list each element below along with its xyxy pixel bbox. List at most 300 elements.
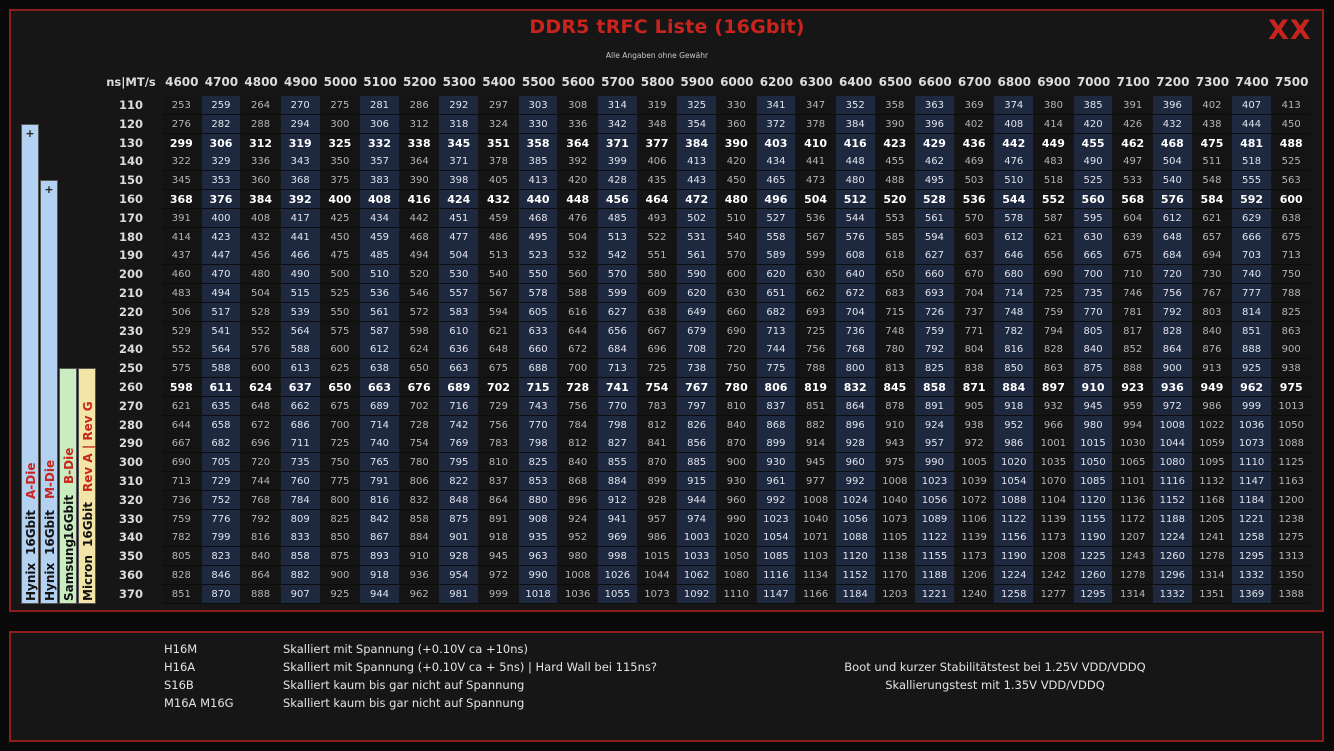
table-cell: 504: [241, 284, 280, 303]
row-ns-label: 280: [118, 417, 143, 432]
table-cell: 980: [1074, 416, 1113, 435]
table-cell: 595: [1074, 209, 1113, 228]
table-cell: 896: [836, 416, 875, 435]
table-cell: 780: [717, 378, 756, 397]
table-cell: 536: [955, 190, 994, 209]
table-cell: 713: [162, 472, 201, 491]
table-cell: 1013: [1272, 397, 1311, 416]
table-cell: 878: [876, 397, 915, 416]
table-cell: 1122: [994, 510, 1033, 529]
table-cell: 882: [281, 566, 320, 585]
table-cell: 1258: [994, 585, 1033, 604]
table-cell: 1200: [1272, 491, 1311, 510]
table-cell: 928: [638, 491, 677, 510]
table-cell: 1314: [1113, 585, 1152, 604]
table-cell: 825: [1272, 303, 1311, 322]
table-cell: 567: [479, 284, 518, 303]
table-cell: 788: [796, 359, 835, 378]
table-cell: 604: [1113, 209, 1152, 228]
table-cell: 633: [519, 322, 558, 341]
table-cell: 744: [757, 340, 796, 359]
table-cell: 490: [281, 265, 320, 284]
table-cell: 1238: [1272, 510, 1311, 529]
table-cell: 451: [439, 209, 478, 228]
table-cell: 870: [202, 585, 241, 604]
table-cell: 1332: [1232, 566, 1271, 585]
row-ns-label: 200: [118, 267, 143, 282]
table-cell: 494: [202, 284, 241, 303]
table-cell: 318: [439, 115, 478, 134]
table-cell: 957: [638, 510, 677, 529]
table-cell: 667: [638, 322, 677, 341]
table-cell: 660: [717, 303, 756, 322]
table-cell: 428: [598, 171, 637, 190]
table-cell: 756: [1153, 284, 1192, 303]
table-cell: 417: [281, 209, 320, 228]
table-cell: 426: [1113, 115, 1152, 134]
table-cell: 823: [202, 547, 241, 566]
table-cell: 612: [994, 228, 1033, 247]
table-cell: 1203: [876, 585, 915, 604]
table-cell: 414: [162, 228, 201, 247]
table-cell: 539: [281, 303, 320, 322]
table-cell: 312: [241, 134, 280, 153]
corner-label: ns|MT/s: [106, 75, 156, 89]
table-cell: 322: [162, 152, 201, 171]
plus-marker-icon: +: [44, 183, 54, 196]
table-cell: 390: [400, 171, 439, 190]
table-cell: 563: [1272, 171, 1311, 190]
table-cell: 432: [479, 190, 518, 209]
table-cell: 799: [202, 528, 241, 547]
table-cell: 649: [677, 303, 716, 322]
table-cell: 568: [1113, 190, 1152, 209]
table-cell: 908: [519, 510, 558, 529]
table-cell: 880: [519, 491, 558, 510]
table-cell: 918: [360, 566, 399, 585]
table-cell: 855: [598, 453, 637, 472]
table-cell: 913: [1193, 359, 1232, 378]
table-cell: 1138: [876, 547, 915, 566]
table-cell: 663: [439, 359, 478, 378]
table-cell: 1350: [1272, 566, 1311, 585]
table-cell: 1030: [1113, 434, 1152, 453]
table-cell: 696: [638, 340, 677, 359]
table-cell: 980: [558, 547, 597, 566]
table-cell: 810: [479, 453, 518, 472]
table-cell: 856: [677, 434, 716, 453]
table-cell: 319: [281, 134, 320, 153]
table-cell: 390: [876, 115, 915, 134]
table-cell: 842: [360, 510, 399, 529]
table-cell: 576: [1153, 190, 1192, 209]
row-ns-label: 170: [118, 210, 143, 225]
table-cell: 850: [321, 528, 360, 547]
table-cell: 1071: [796, 528, 835, 547]
table-cell: 369: [955, 96, 994, 115]
table-cell: 748: [994, 303, 1033, 322]
table-cell: 525: [1074, 171, 1113, 190]
table-cell: 468: [519, 209, 558, 228]
table-cell: 600: [241, 359, 280, 378]
table-cell: 578: [994, 209, 1033, 228]
table-cell: 490: [1074, 152, 1113, 171]
table-cell: 737: [955, 303, 994, 322]
table-cell: 658: [202, 416, 241, 435]
table-cell: 714: [994, 284, 1033, 303]
speed-header: 6800: [997, 75, 1031, 89]
table-cell: 792: [241, 510, 280, 529]
table-cell: 875: [1074, 359, 1113, 378]
table-cell: 405: [479, 171, 518, 190]
table-cell: 705: [202, 453, 241, 472]
table-cell: 945: [796, 453, 835, 472]
vendor-bar-hynix: [40, 180, 58, 604]
table-cell: 782: [994, 322, 1033, 341]
table-cell: 488: [876, 171, 915, 190]
table-cell: 1050: [1272, 416, 1311, 435]
speed-header: 5600: [561, 75, 595, 89]
table-cell: 281: [360, 96, 399, 115]
table-cell: 444: [1232, 115, 1271, 134]
speed-header: 6200: [759, 75, 794, 89]
table-cell: 1018: [519, 585, 558, 604]
table-cell: 819: [796, 378, 835, 397]
table-cell: 816: [994, 340, 1033, 359]
table-cell: 587: [360, 322, 399, 341]
table-cell: 398: [439, 171, 478, 190]
speed-header: 5500: [521, 75, 556, 89]
table-cell: 480: [836, 171, 875, 190]
table-cell: 542: [598, 246, 637, 265]
table-cell: 876: [1193, 340, 1232, 359]
table-cell: 436: [955, 134, 994, 153]
speed-header: 6500: [878, 75, 913, 89]
table-cell: 550: [321, 303, 360, 322]
table-cell: 472: [677, 190, 716, 209]
table-cell: 585: [876, 228, 915, 247]
table-cell: 900: [321, 566, 360, 585]
table-cell: 910: [876, 416, 915, 435]
table-cell: 710: [1113, 265, 1152, 284]
table-cell: 738: [677, 359, 716, 378]
table-cell: 392: [558, 152, 597, 171]
table-cell: 914: [796, 434, 835, 453]
table-cell: 672: [558, 340, 597, 359]
table-cell: 646: [994, 246, 1033, 265]
table-cell: 561: [677, 246, 716, 265]
table-cell: 259: [202, 96, 241, 115]
table-cell: 816: [241, 528, 280, 547]
row-ns-label: 260: [118, 380, 143, 394]
table-cell: 783: [479, 434, 518, 453]
table-cell: 998: [598, 547, 637, 566]
table-cell: 1296: [1153, 566, 1192, 585]
table-cell: 385: [1074, 96, 1113, 115]
table-cell: 1080: [1153, 453, 1192, 472]
table-cell: 702: [400, 397, 439, 416]
table-cell: 588: [202, 359, 241, 378]
table-cell: 527: [757, 209, 796, 228]
table-cell: 907: [281, 585, 320, 604]
table-cell: 1132: [1193, 472, 1232, 491]
row-ns-label: 310: [118, 474, 143, 488]
table-cell: 1241: [1193, 528, 1232, 547]
table-cell: 670: [955, 265, 994, 284]
table-cell: 783: [638, 397, 677, 416]
table-cell: 945: [479, 547, 518, 566]
table-cell: 851: [162, 585, 201, 604]
table-cell: 851: [796, 397, 835, 416]
table-cell: 448: [558, 190, 597, 209]
table-cell: 288: [241, 115, 280, 134]
table-cell: 402: [955, 115, 994, 134]
table-cell: 1072: [955, 491, 994, 510]
table-cell: 1005: [955, 453, 994, 472]
table-cell: 493: [638, 209, 677, 228]
table-cell: 1188: [915, 566, 954, 585]
table-cell: 1207: [1113, 528, 1152, 547]
table-cell: 495: [915, 171, 954, 190]
table-cell: 900: [1272, 340, 1311, 359]
table-cell: 672: [241, 416, 280, 435]
table-cell: 560: [1074, 190, 1113, 209]
table-cell: 1092: [677, 585, 716, 604]
row-ns-label: 300: [118, 455, 143, 470]
row-ns-label: 270: [118, 398, 143, 413]
table-cell: 530: [439, 265, 478, 284]
table-cell: 470: [202, 265, 241, 284]
note-chip: M16A M16G: [164, 696, 234, 710]
table-cell: 651: [757, 284, 796, 303]
table-cell: 803: [1193, 303, 1232, 322]
table-cell: 299: [162, 134, 201, 153]
table-cell: 848: [439, 491, 478, 510]
table-cell: 1163: [1272, 472, 1311, 491]
table-cell: 570: [717, 246, 756, 265]
table-cell: 476: [558, 209, 597, 228]
table-cell: 962: [1232, 378, 1271, 397]
table-cell: 360: [717, 115, 756, 134]
table-cell: 752: [202, 491, 241, 510]
speed-header: 5800: [640, 75, 675, 89]
table-cell: 282: [202, 115, 241, 134]
table-cell: 769: [439, 434, 478, 453]
table-cell: 342: [598, 115, 637, 134]
table-cell: 1313: [1272, 547, 1311, 566]
table-cell: 358: [876, 96, 915, 115]
table-cell: 735: [281, 453, 320, 472]
table-cell: 443: [677, 171, 716, 190]
table-cell: 675: [1272, 228, 1311, 247]
table-cell: 536: [360, 284, 399, 303]
table-cell: 961: [757, 472, 796, 491]
table-cell: 1152: [1153, 491, 1192, 510]
row-ns-label: 350: [118, 549, 143, 564]
table-cell: 1008: [796, 491, 835, 510]
table-cell: 420: [558, 171, 597, 190]
speed-header: 7200: [1156, 75, 1190, 89]
table-cell: 977: [796, 472, 835, 491]
page-title: DDR5 tRFC Liste (16Gbit): [529, 16, 805, 38]
table-cell: 864: [836, 397, 875, 416]
table-cell: 522: [638, 228, 677, 247]
table-cell: 700: [1074, 265, 1113, 284]
table-cell: 743: [519, 397, 558, 416]
table-cell: 660: [519, 340, 558, 359]
table-cell: 690: [1034, 265, 1073, 284]
table-cell: 384: [677, 134, 716, 153]
table-cell: 383: [360, 171, 399, 190]
table-cell: 616: [558, 303, 597, 322]
table-cell: 840: [1193, 322, 1232, 341]
speed-header: 5300: [442, 75, 476, 89]
table-cell: 1156: [994, 528, 1033, 547]
table-cell: 330: [717, 96, 756, 115]
table-cell: 986: [1193, 397, 1232, 416]
table-cell: 441: [796, 152, 835, 171]
table-cell: 332: [360, 134, 399, 153]
table-cell: 544: [994, 190, 1033, 209]
table-cell: 1024: [836, 491, 875, 510]
table-cell: 512: [836, 190, 875, 209]
table-cell: 800: [321, 491, 360, 510]
table-cell: 1040: [796, 510, 835, 529]
table-cell: 693: [796, 303, 835, 322]
table-cell: 438: [1193, 115, 1232, 134]
table-cell: 368: [281, 171, 320, 190]
table-cell: 564: [202, 340, 241, 359]
table-cell: 1295: [1074, 585, 1113, 604]
table-cell: 343: [281, 152, 320, 171]
table-cell: 368: [162, 190, 201, 209]
table-cell: 896: [558, 491, 597, 510]
table-cell: 1105: [876, 528, 915, 547]
table-cell: 932: [1034, 397, 1073, 416]
table-cell: 400: [321, 190, 360, 209]
table-cell: 564: [281, 322, 320, 341]
table-cell: 990: [717, 510, 756, 529]
table-cell: 952: [558, 528, 597, 547]
table-cell: 608: [836, 246, 875, 265]
table-cell: 795: [439, 453, 478, 472]
speed-header: 6400: [838, 75, 873, 89]
table-cell: 578: [519, 284, 558, 303]
table-cell: 557: [439, 284, 478, 303]
speed-header: 6700: [957, 75, 992, 89]
table-cell: 900: [1153, 359, 1192, 378]
table-cell: 1022: [1193, 416, 1232, 435]
row-ns-label: 190: [118, 248, 143, 263]
table-cell: 972: [1153, 397, 1192, 416]
table-cell: 974: [677, 510, 716, 529]
table-cell: 1173: [1034, 528, 1073, 547]
table-cell: 531: [677, 228, 716, 247]
table-cell: 875: [439, 510, 478, 529]
table-cell: 1036: [558, 585, 597, 604]
table-cell: 420: [717, 152, 756, 171]
table-cell: 938: [955, 416, 994, 435]
table-cell: 1085: [1074, 472, 1113, 491]
table-cell: 746: [1113, 284, 1152, 303]
table-cell: 864: [1153, 340, 1192, 359]
table-cell: 850: [994, 359, 1033, 378]
table-cell: 672: [836, 284, 875, 303]
table-cell: 1056: [915, 491, 954, 510]
row-ns-label: 210: [118, 286, 143, 300]
table-cell: 1295: [1232, 547, 1271, 566]
table-cell: 594: [915, 228, 954, 247]
row-ns-label: 340: [118, 530, 143, 545]
table-cell: 689: [360, 397, 399, 416]
vendor-name-label: Hynix: [43, 562, 57, 601]
table-cell: 570: [598, 265, 637, 284]
table-cell: 675: [479, 359, 518, 378]
table-cell: 729: [202, 472, 241, 491]
table-cell: 806: [400, 472, 439, 491]
table-cell: 1026: [598, 566, 637, 585]
table-cell: 1015: [638, 547, 677, 566]
table-cell: 584: [1193, 190, 1232, 209]
table-cell: 840: [558, 453, 597, 472]
table-cell: 475: [321, 246, 360, 265]
table-cell: 351: [479, 134, 518, 153]
table-cell: 374: [994, 96, 1033, 115]
table-cell: 462: [915, 152, 954, 171]
table-cell: 1073: [876, 510, 915, 529]
table-cell: 648: [241, 397, 280, 416]
table-cell: 928: [439, 547, 478, 566]
table-cell: 676: [400, 378, 439, 397]
table-cell: 1110: [1232, 453, 1271, 472]
table-cell: 1125: [1272, 453, 1311, 472]
table-cell: 378: [479, 152, 518, 171]
table-cell: 598: [162, 378, 201, 397]
table-cell: 924: [558, 510, 597, 529]
table-cell: 270: [281, 96, 320, 115]
table-cell: 853: [519, 472, 558, 491]
table-cell: 826: [677, 416, 716, 435]
table-cell: 969: [598, 528, 637, 547]
note-text: Skalliert mit Spannung (+0.10V ca +10ns): [283, 642, 528, 656]
table-cell: 612: [1153, 209, 1192, 228]
capacity-label: 16Gbit: [81, 502, 95, 548]
table-cell: 1039: [955, 472, 994, 491]
table-cell: 1242: [1034, 566, 1073, 585]
table-cell: 592: [1232, 190, 1271, 209]
table-cell: 517: [202, 303, 241, 322]
table-cell: 792: [1153, 303, 1192, 322]
table-cell: 300: [321, 115, 360, 134]
speed-header: 4800: [244, 75, 278, 89]
capacity-label: 16Gbit: [43, 510, 57, 555]
table-cell: 459: [479, 209, 518, 228]
table-cell: 714: [360, 416, 399, 435]
table-cell: 729: [479, 397, 518, 416]
table-cell: 576: [241, 340, 280, 359]
table-cell: 329: [202, 152, 241, 171]
table-cell: 1190: [994, 547, 1033, 566]
table-cell: 713: [598, 359, 637, 378]
table-cell: 770: [1074, 303, 1113, 322]
table-cell: 852: [1113, 340, 1152, 359]
table-cell: 754: [400, 434, 439, 453]
table-cell: 485: [598, 209, 637, 228]
table-cell: 1036: [1232, 416, 1271, 435]
table-cell: 726: [915, 303, 954, 322]
table-cell: 935: [519, 528, 558, 547]
table-cell: 620: [757, 265, 796, 284]
